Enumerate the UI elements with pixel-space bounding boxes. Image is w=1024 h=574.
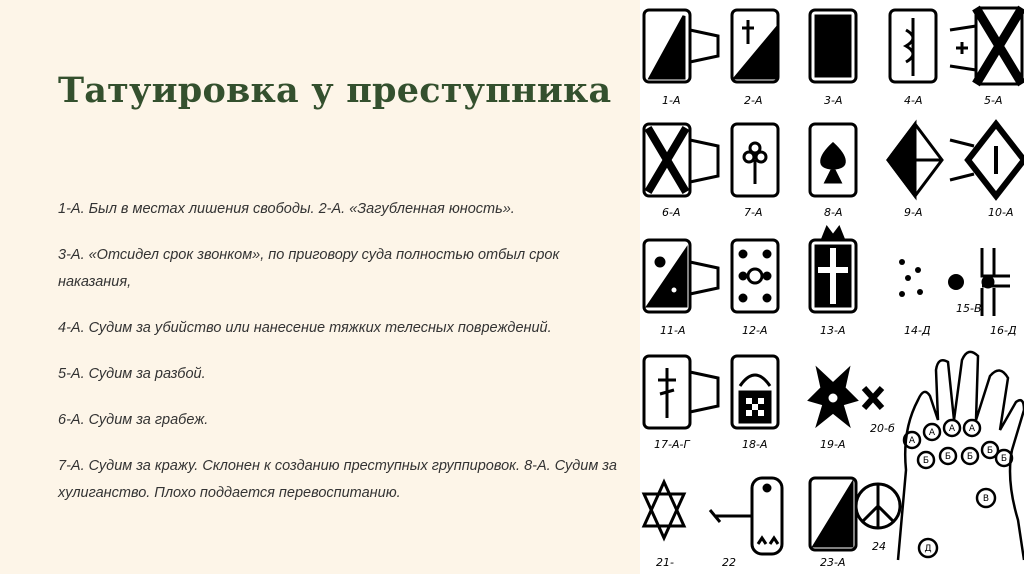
tattoo-8a-drawing [810,124,856,196]
tattoo-20b-drawing [864,388,882,408]
hand-letter: Б [1000,454,1008,464]
tattoo-7a-drawing [732,124,778,196]
hand-letter: Б [922,456,930,466]
slide-body [58,196,618,526]
hand-letter: Б [966,452,974,462]
caption: 7-А [744,206,763,219]
tattoo-drawings [640,0,1024,574]
tattoo-23a-drawing [810,478,856,550]
hand-letter: Д [924,544,932,554]
hand-letter: А [968,424,976,434]
tattoo-24-drawing [856,484,900,528]
caption: 22 [722,556,736,569]
caption: 15-В [956,302,982,315]
hand-letter: А [948,424,956,434]
caption: 19-А [820,438,846,451]
caption: 4-А [904,94,923,107]
tattoo-18a-drawing [732,356,778,428]
tattoo-6a-drawing [644,124,718,196]
caption: 21- [656,556,674,569]
caption: 16-Д [990,324,1017,337]
tattoo-19a-drawing [810,370,856,424]
caption: 1-А [662,94,681,107]
caption: 13-А [820,324,846,337]
tattoo-5a-drawing [950,8,1022,84]
tattoo-12a-drawing [732,240,778,312]
caption: 6-А [662,206,681,219]
caption: 17-А-Г [654,438,690,451]
paragraph: 6-А. Судим за грабеж. [58,412,209,428]
tattoo-2a-drawing [732,10,778,82]
hand-letter: А [928,428,936,438]
caption: 24 [872,540,886,553]
caption: 12-А [742,324,768,337]
tattoo-22-drawing [710,478,782,554]
tattoo-4a-drawing [890,10,936,82]
tattoo-14d-drawing [899,259,923,297]
caption: 8-А [824,206,843,219]
tattoo-13a-drawing [810,228,856,312]
caption: 11-А [660,324,686,337]
caption: 2-А [744,94,763,107]
tattoo-15b-drawing [948,274,964,290]
caption: 10-А [988,206,1014,219]
paragraph: 4-А. Судим за убийство или нанесение тяжких телесных повреждений. [58,320,552,336]
tattoo-9a-drawing [888,124,942,196]
tattoo-10a-drawing [950,124,1024,196]
tattoo-1a-drawing [644,10,718,82]
paragraph: 3-А. «Отсидел срок звонком», по приговору суда полностью отбыл срок наказания, [58,247,560,290]
slide-title: Татуировка у преступника [58,70,612,111]
caption: 20-б [870,422,895,435]
tattoo-16d-drawing [982,248,1010,316]
caption: 3-А [824,94,843,107]
hand-letter: В [982,494,990,504]
hand-letter: Б [986,446,994,456]
caption: 23-А [820,556,846,569]
paragraph: 7-А. Судим за кражу. Склонен к созданию преступных группировок. 8-А. Судим за хулиганство. Плохо поддается перевоспитанию. [58,458,617,501]
caption: 18-А [742,438,768,451]
caption: 9-А [904,206,923,219]
paragraph: 1-А. Был в местах лишения свободы. 2-А. «Загубленная юность». [58,201,515,217]
tattoo-11a-drawing [644,240,718,312]
hand-letter: Б [944,452,952,462]
caption: 14-Д [904,324,931,337]
tattoo-17ag-drawing [644,356,718,428]
tattoo-21-drawing [644,482,684,538]
hand-letter: А [908,436,916,446]
tattoo-illustration [640,0,1024,574]
paragraph: 5-А. Судим за разбой. [58,366,206,382]
tattoo-3a-drawing [810,10,856,82]
caption: 5-А [984,94,1003,107]
